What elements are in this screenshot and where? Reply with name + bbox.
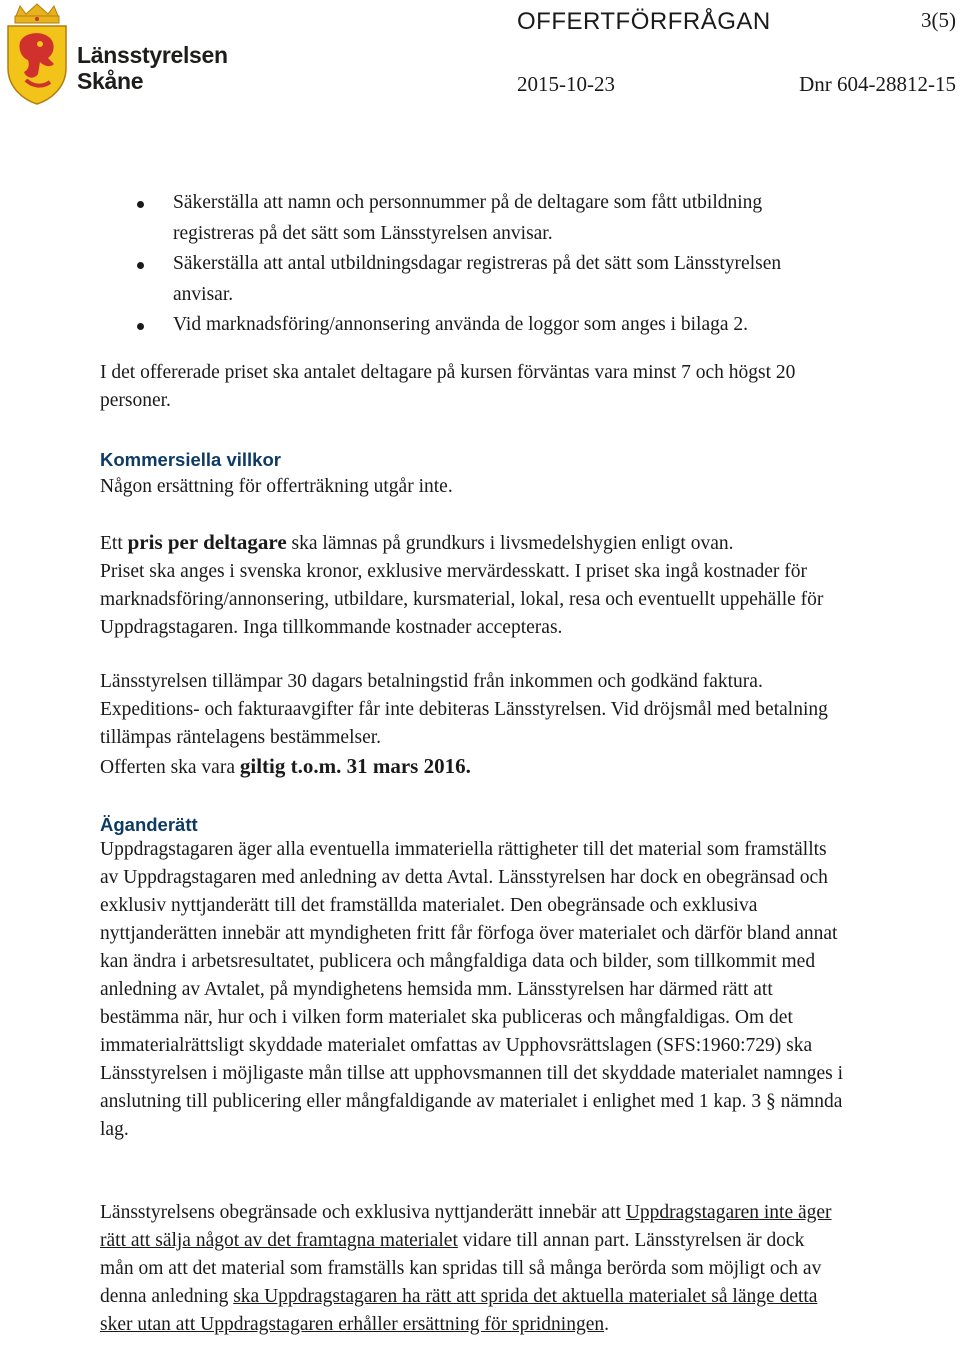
usage-underlined-2: ska Uppdragstagaren ha rätt att sprida det aktuella materialet så länge detta sker utan att Uppdragstagaren erhåller ersättning för spridningen [100, 1286, 818, 1335]
usage-text-end: . [604, 1314, 609, 1335]
section-heading-ownership: Äganderätt [100, 814, 198, 835]
payment-paragraph [100, 668, 845, 782]
document-date: 2015-10-23 [517, 72, 615, 96]
list-item [135, 310, 835, 341]
participants-paragraph: I det offererade priset ska antalet deltagare på kursen förväntas vara minst 7 och högst 20 personer. [100, 362, 796, 411]
bullet-icon [137, 323, 144, 330]
list-item-text: Vid marknadsföring/annonsering använda de loggor som anges i bilaga 2. [173, 314, 749, 335]
org-name-line2: Skåne [77, 68, 144, 94]
payment-terms-text: Länsstyrelsen tillämpar 30 dagars betalningstid från inkommen och godkänd faktura. Expeditions- och fakturaavgifter får inte debiteras Länsstyrelsen. Vid dröjsmål med betalning tillämpas räntelagens bestämmelser. [100, 671, 828, 748]
pricing-text-start: Ett [100, 533, 128, 554]
pricing-emphasis: pris per deltagare [127, 530, 287, 554]
ownership-paragraph: Uppdragstagaren äger alla eventuella immateriella rättigheter till det material som framställts av Uppdragstagaren med anledning av detta Avtal. Länsstyrelsen har dock en obegränsad och exklusiv nyttjanderätt till det framställda materialet. Den obegränsade och exklusiva nyttjanderätten innebär att myndigheten fritt får förfoga över materialet och därför bland annat kan ändra i arbetsresultatet, publicera och mångfaldiga data och bilder, som tillkommit med anledning av Avtalet, på myndighetens hemsida mm. Länsstyrelsen har därmed rätt att bestämma när, hur och i vilken form materialet ska publiceras och mångfaldigas. Om det immaterialrättsligt skyddade materialet omfattas av Upphovsrättslagen (SFS:1960:729) ska Länsstyrelsen i möjligaste mån tillse att upphovsmannen till det skyddade materialet namnges i anslutning till publicering eller mångfaldigande av materialet i enlighet med 1 kap. 3 § nämnda lag. [100, 839, 843, 1140]
requirements-list [135, 188, 835, 341]
pricing-text-rest: Priset ska anges i svenska kronor, exklusive mervärdesskatt. I priset ska ingå kostnader för marknadsföring/annonsering, utbildare, kursmaterial, lokal, resa och eventuellt uppehälle för Uppdragstagaren. Inga tillkommande kostnader accepteras. [100, 561, 824, 638]
document-reference-number: Dnr 604-28812-15 [799, 72, 956, 96]
document-title: OFFERTFÖRFRÅGAN [517, 8, 771, 35]
org-name [77, 42, 228, 94]
usage-underlined-1: Uppdragstagaren inte äger rätt att sälja något av det framtagna materialet [100, 1202, 832, 1251]
coat-of-arms-icon [4, 2, 70, 106]
validity-date: giltig t.o.m. 31 mars 2016. [239, 754, 471, 778]
page-number: 3(5) [921, 8, 956, 32]
list-item [135, 188, 835, 249]
section-heading-commercial: Kommersiella villkor [100, 449, 281, 470]
list-item-text: Säkerställa att namn och personnummer på de deltagare som fått utbildning registreras på det sätt som Länsstyrelsen anvisar. [173, 192, 763, 244]
usage-text-start: Länsstyrelsens obegränsade och exklusiva nyttjanderätt innebär att [100, 1202, 626, 1223]
usage-text-mid: vidare till annan part. Länsstyrelsen är dock mån om att det material som framställs kan spridas till så många berörda som möjligt och av denna anledning [100, 1230, 822, 1307]
bullet-icon [137, 262, 144, 269]
no-compensation-text: Någon ersättning för offerträkning utgår inte. [100, 476, 453, 497]
validity-text: Offerten ska vara [100, 757, 240, 778]
pricing-text-mid: ska lämnas på grundkurs i livsmedelshygien enligt ovan. [286, 533, 734, 554]
bullet-icon [137, 201, 144, 208]
list-item [135, 249, 835, 310]
usage-rights-paragraph [100, 1199, 840, 1339]
list-item-text: Säkerställa att antal utbildningsdagar registreras på det sätt som Länsstyrelsen anvisar. [173, 253, 782, 305]
pricing-paragraph [100, 528, 840, 642]
org-name-line1: Länsstyrelsen [77, 42, 228, 68]
logo [4, 2, 228, 108]
